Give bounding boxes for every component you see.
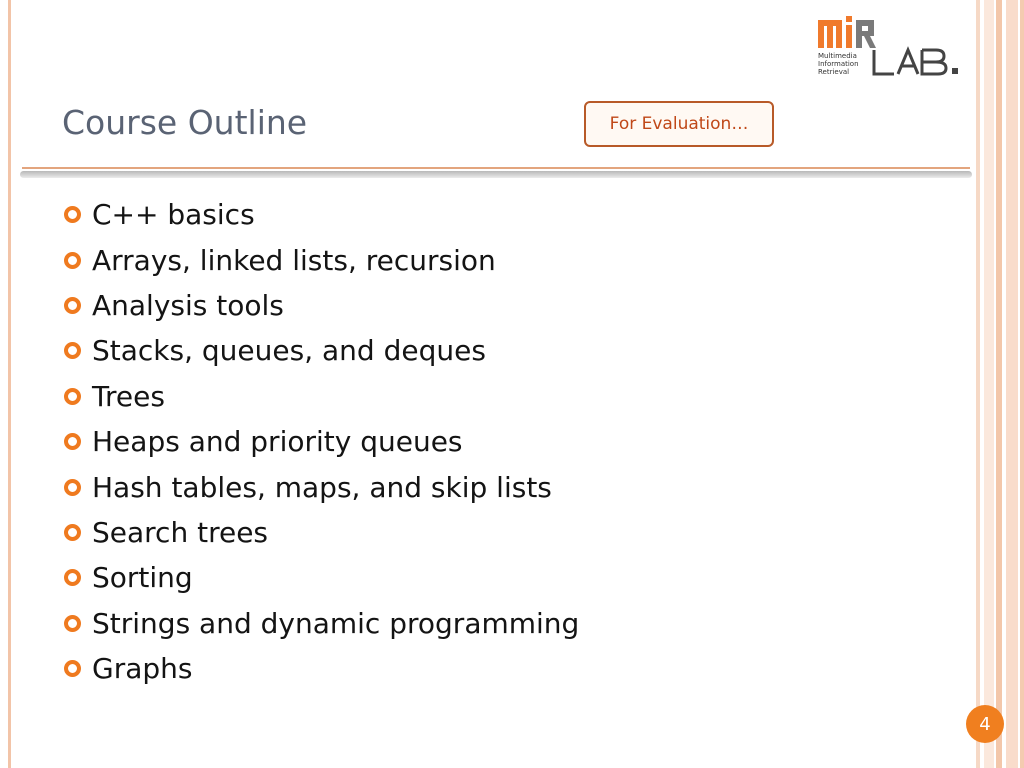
- header-divider-bar: [20, 171, 972, 178]
- list-item: [64, 601, 579, 646]
- bullet-icon: [64, 252, 81, 269]
- bullet-icon: [64, 388, 81, 405]
- bullet-icon: [64, 660, 81, 677]
- list-item: [64, 419, 579, 464]
- list-item: [64, 328, 579, 373]
- logo-tagline-line: Retrieval: [818, 68, 850, 76]
- left-border-stripe: [8, 0, 11, 768]
- list-item-text: Heaps and priority queues: [92, 425, 463, 459]
- list-item: [64, 510, 579, 555]
- bullet-icon: [64, 433, 81, 450]
- logo-tagline: [818, 52, 859, 76]
- bullet-icon: [64, 342, 81, 359]
- list-item: [64, 283, 579, 328]
- bullet-icon: [64, 524, 81, 541]
- list-item: [64, 646, 579, 691]
- list-item-text: Trees: [92, 379, 165, 413]
- for-evaluation-button[interactable]: For Evaluation…: [584, 101, 774, 147]
- list-item: [64, 464, 579, 509]
- list-item-text: Stacks, queues, and deques: [92, 334, 486, 368]
- list-item-text: Graphs: [92, 652, 193, 686]
- logo-tagline-line: Multimedia: [818, 52, 857, 60]
- bullet-icon: [64, 297, 81, 314]
- page-title: Course Outline: [62, 103, 308, 142]
- list-item-text: Arrays, linked lists, recursion: [92, 243, 496, 277]
- bullet-icon: [64, 479, 81, 496]
- list-item: [64, 555, 579, 600]
- list-item: [64, 374, 579, 419]
- list-item: [64, 192, 579, 237]
- list-item-text: Analysis tools: [92, 288, 284, 322]
- outline-list: [64, 192, 579, 691]
- page-number-badge: 4: [966, 705, 1004, 743]
- list-item-text: C++ basics: [92, 198, 255, 232]
- bullet-icon: [64, 206, 81, 223]
- list-item-text: Sorting: [92, 561, 193, 595]
- header-divider-line: [22, 167, 970, 169]
- list-item: [64, 237, 579, 282]
- right-border-stripes: [976, 0, 1024, 768]
- list-item-text: Search trees: [92, 515, 269, 549]
- list-item-text: Strings and dynamic programming: [92, 606, 580, 640]
- bullet-icon: [64, 569, 81, 586]
- list-item-text: Hash tables, maps, and skip lists: [92, 470, 552, 504]
- logo-tagline-line: Information: [818, 60, 859, 68]
- bullet-icon: [64, 615, 81, 632]
